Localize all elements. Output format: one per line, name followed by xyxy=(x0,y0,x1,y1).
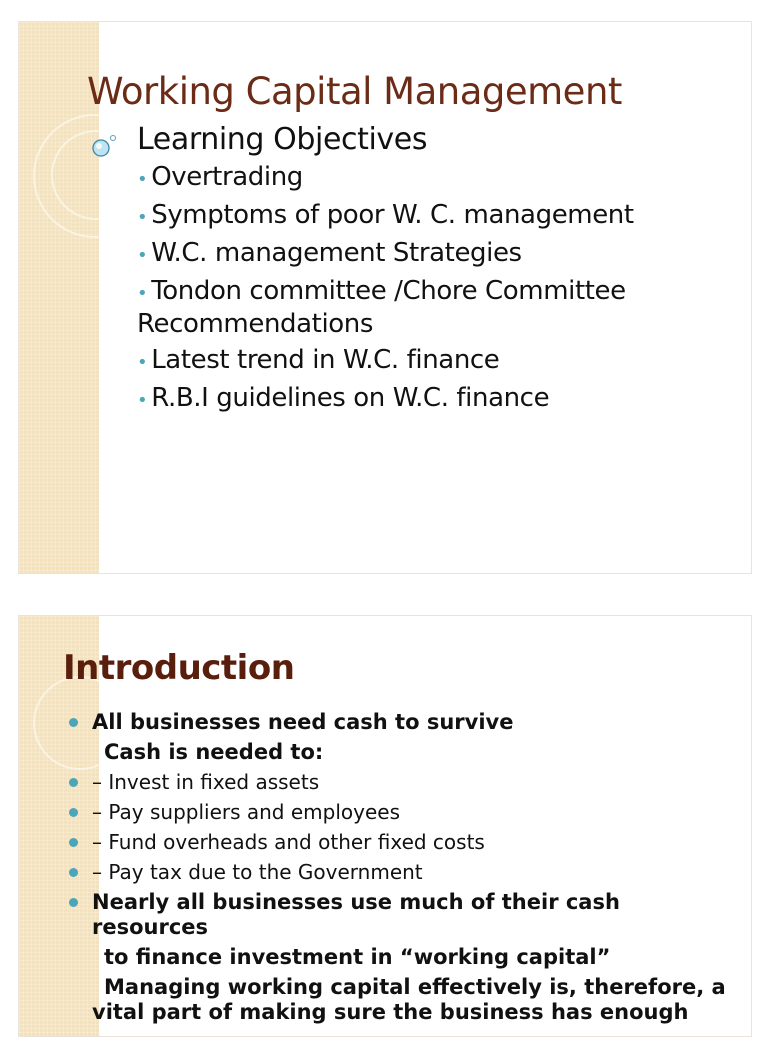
bullet-dot-icon xyxy=(69,718,78,727)
slide-title: Introduction xyxy=(63,648,295,688)
list-item: – Fund overheads and other fixed costs xyxy=(67,830,727,855)
list-item: – Pay suppliers and employees xyxy=(67,800,727,825)
list-item: – Invest in fixed assets xyxy=(67,770,727,795)
list-item: • Overtrading xyxy=(137,162,303,192)
bullet-dot-icon: • xyxy=(137,245,148,266)
slide-2 xyxy=(18,615,752,1037)
bullet-dot-icon xyxy=(69,808,78,817)
list-item: • Tondon committee /Chore Committee Recommendations xyxy=(137,276,626,339)
slide-1 xyxy=(18,21,752,574)
bullet-dot-icon: • xyxy=(137,283,148,304)
list-item: Nearly all businesses use much of their cash resources xyxy=(67,890,727,940)
list-item: • Symptoms of poor W. C. management xyxy=(137,200,634,230)
list-item: • R.B.I guidelines on W.C. finance xyxy=(137,383,550,413)
objectives-list xyxy=(137,162,737,421)
list-item: • W.C. management Strategies xyxy=(137,238,522,268)
bullet-dot-icon: • xyxy=(137,169,148,190)
bullet-dot-icon: • xyxy=(137,390,148,411)
list-item: to finance investment in “working capital” xyxy=(104,945,611,969)
list-item: • Latest trend in W.C. finance xyxy=(137,345,500,375)
bullet-dot-icon xyxy=(69,868,78,877)
slide-title: Working Capital Management xyxy=(87,70,622,113)
bullet-dot-icon: • xyxy=(137,207,148,228)
introduction-list xyxy=(67,710,727,1030)
bullet-dot-icon xyxy=(69,778,78,787)
learning-objectives-heading: Learning Objectives xyxy=(137,122,428,157)
list-item: – Pay tax due to the Government xyxy=(67,860,727,885)
list-item: Cash is needed to: xyxy=(104,740,324,764)
bullet-dot-icon xyxy=(69,898,78,907)
bubble-bullet-icon xyxy=(91,133,127,159)
bullet-dot-icon: • xyxy=(137,352,148,373)
list-item: Managing working capital effectively is, therefore, a vital part of making sure the business has enough xyxy=(92,975,726,1024)
list-item: All businesses need cash to survive xyxy=(67,710,727,735)
bullet-dot-icon xyxy=(69,838,78,847)
